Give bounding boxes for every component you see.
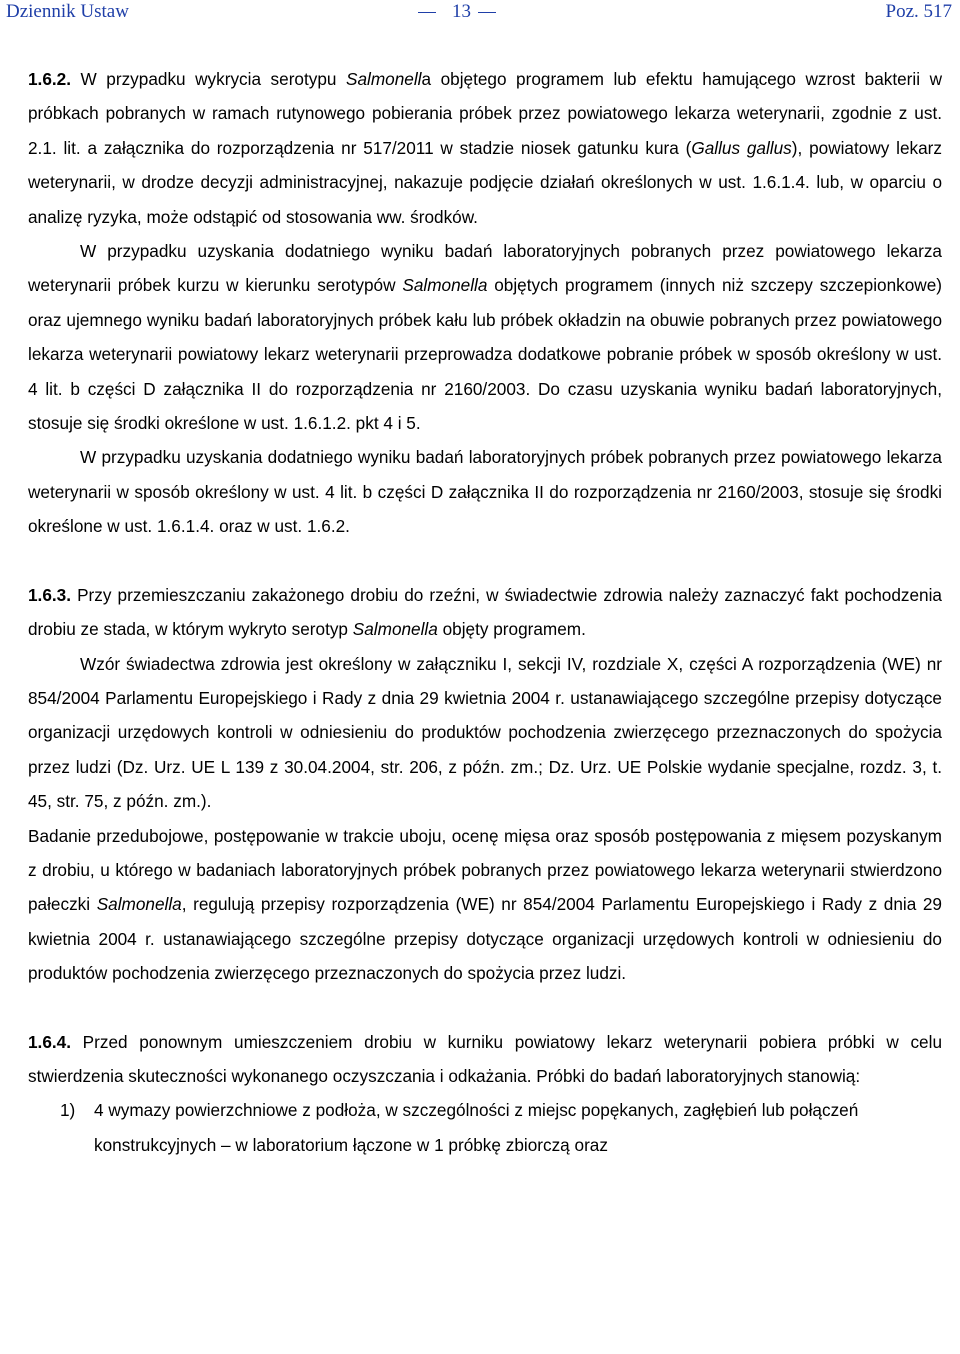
section-number: 1.6.3. <box>28 584 72 605</box>
section-1-6-2-paragraph-1 <box>28 62 942 234</box>
text-run: W przypadku uzyskania dodatniego wyniku badań laboratoryjnych pobranych przez powiatowego lekarza weterynarii próbek kurzu w kierunku serotypów <box>28 241 942 296</box>
text-run: , regulują przepisy rozporządzenia (WE) nr 854/2004 Parlamentu Europejskiego i Rady z dnia 29 kwietnia 2004 r. ustanawiającego szczególne przepisy dotyczące organizacji urzędowych kontroli w odniesieniu do produktów pochodzenia zwierzęcego przeznaczonych do spożycia przez ludzi. <box>28 894 942 984</box>
section-gap <box>28 991 942 1025</box>
list-item-text: 4 wymazy powierzchniowe z podłoża, w szczególności z miejsc popękanych, zagłębień lub połączeń konstrukcyjnych – w laboratorium łączone w 1 próbkę zbiorczą oraz <box>94 1100 859 1155</box>
document-body <box>28 62 942 1162</box>
section-1-6-3-paragraph-3 <box>28 819 942 991</box>
page-number-dash-left <box>418 12 436 13</box>
sample-list <box>28 1093 942 1162</box>
position-number: Poz. 517 <box>885 1 952 22</box>
section-number: 1.6.2. <box>28 69 72 89</box>
list-marker: 1) <box>60 1100 76 1121</box>
section-1-6-3-paragraph-1 <box>28 578 942 647</box>
italic-term: Salmonell <box>346 69 422 89</box>
text-run: a objętego programem lub efektu hamującego wzrost bakterii w próbkach pobranych w ramach rutynowego pobierania próbek przez powiatowego lekarza weterynarii, zgodnie z ust. 2.1. lit. a załącznika do rozporządzenia nr 517/2011 w stadzie niosek gatunku kura ( <box>28 69 942 158</box>
text-run: Przy przemieszczaniu zakażonego drobiu do rzeźni, w świadectwie zdrowia należy zaznaczyć fakt pochodzenia drobiu ze stada, w którym wykryto serotyp <box>28 584 942 640</box>
text-run: ), powiatowy lekarz weterynarii, w drodze decyzji administracyjnej, nakazuje podjęcie działań określonych w ust. 1.6.1.4. lub, w oparciu o analizę ryzyka, może odstąpić od stosowania ww. środków. <box>28 137 942 227</box>
section-1-6-3-paragraph-2: Wzór świadectwa zdrowia jest określony w załączniku I, sekcji IV, rozdziale X, części A rozporządzenia (WE) nr 854/2004 Parlamentu Europejskiego i Rady z dnia 29 kwietnia 2004 r. ustanawiającego szczególne przepisy dotyczące organizacji urzędowych kontroli w odniesieniu do produktów pochodzenia zwierzęcego przeznaczonych do spożycia przez ludzi (Dz. Urz. UE L 139 z 30.04.2004, str. 206, z późn. zm.; Dz. Urz. UE Polskie wydanie specjalne, rozdz. 3, t. 45, str. 75, z późn. zm.). <box>28 653 942 812</box>
section-1-6-2-paragraph-2 <box>28 234 942 440</box>
italic-term: Salmonella <box>96 894 182 915</box>
journal-title: Dziennik Ustaw <box>6 1 129 22</box>
page-number-dash-right <box>478 12 496 13</box>
section-gap <box>28 544 942 578</box>
section-number: 1.6.4. <box>28 1031 72 1052</box>
text-run: objęty programem. <box>437 619 586 640</box>
page-number: 13 <box>452 1 471 22</box>
text-run: Badanie przedubojowe, postępowanie w trakcie uboju, ocenę mięsa oraz sposób postępowania z mięsem pozyskanym z drobiu, u którego w badaniach laboratoryjnych próbek pobranych przez powiatowego lekarza weterynarii stwierdzono pałeczki <box>28 825 942 915</box>
italic-term: Salmonella <box>402 275 488 296</box>
italic-term: Salmonella <box>352 619 438 640</box>
page-header <box>0 0 960 26</box>
text-run: W przypadku wykrycia serotypu <box>71 69 346 89</box>
section-1-6-4-paragraph-1 <box>28 1025 942 1094</box>
list-item <box>28 1093 942 1162</box>
italic-term: Gallus gallus <box>691 137 792 158</box>
section-1-6-2-paragraph-3: W przypadku uzyskania dodatniego wyniku badań laboratoryjnych próbek pobranych przez powiatowego lekarza weterynarii w sposób określony w ust. 4 lit. b części D załącznika II do rozporządzenia nr 2160/2003, stosuje się środki określone w ust. 1.6.1.4. oraz w ust. 1.6.2. <box>28 447 942 537</box>
text-run: objętych programem (innych niż szczepy szczepionkowe) oraz ujemnego wyniku badań laboratoryjnych próbek kału lub próbek okładzin na obuwie pobranych przez powiatowego lekarza weterynarii powiatowy lekarz weterynarii przeprowadza dodatkowe pobranie próbek w sposób określony w ust. 4 lit. b części D załącznika II do rozporządzenia nr 2160/2003. Do czasu uzyskania wyniku badań laboratoryjnych, stosuje się środki określone w ust. 1.6.1.2. pkt 4 i 5. <box>28 275 942 434</box>
text-run: Przed ponownym umieszczeniem drobiu w kurniku powiatowy lekarz weterynarii pobiera próbki w celu stwierdzenia skuteczności wykonanego oczyszczania i odkażania. Próbki do badań laboratoryjnych stanowią: <box>28 1031 942 1086</box>
